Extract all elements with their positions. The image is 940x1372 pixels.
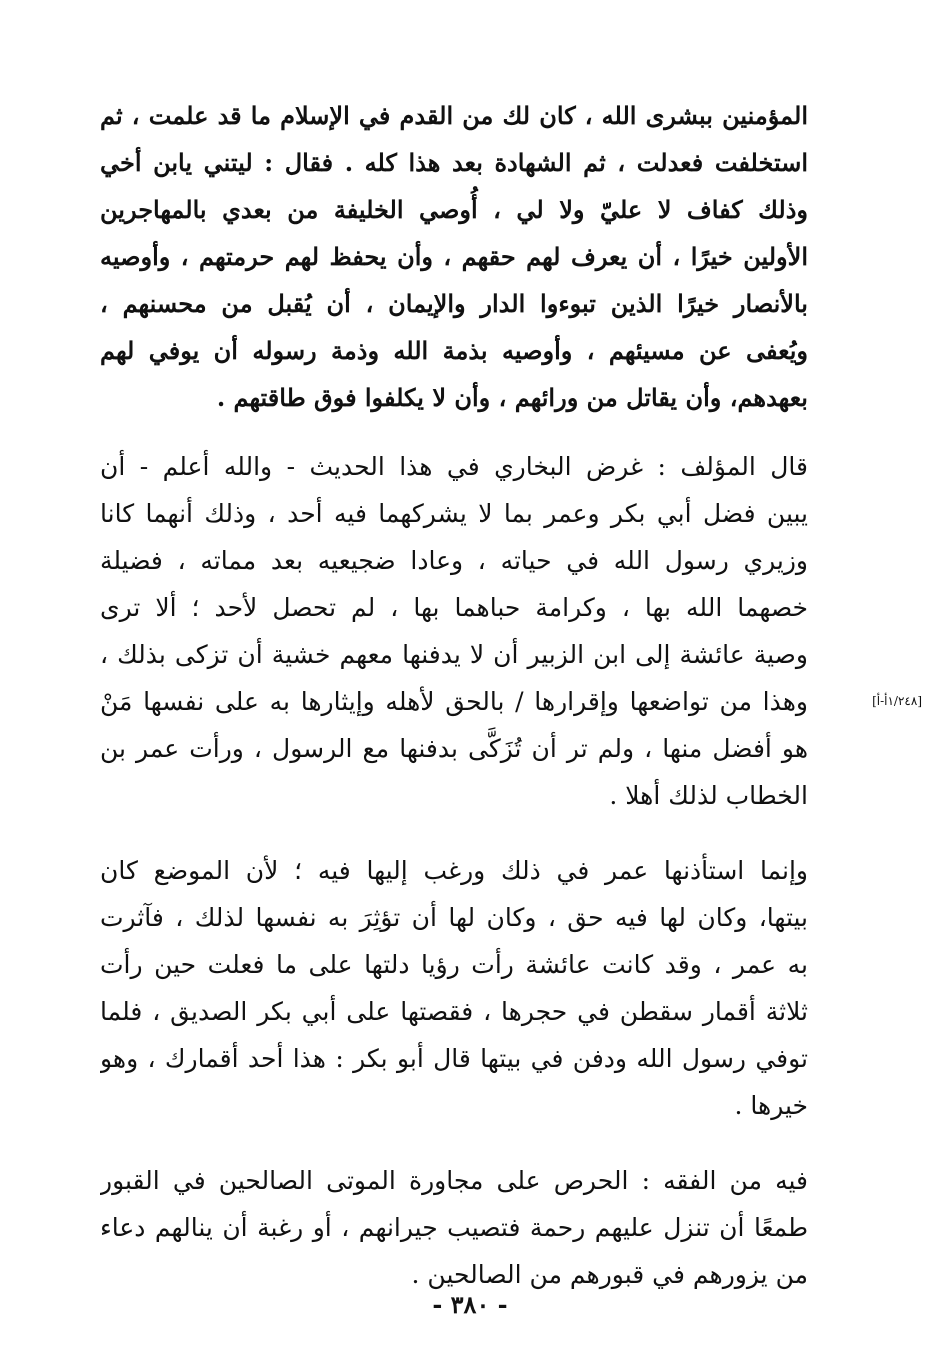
- text-line: خصهما الله بها ، وكرامة حباهما بها ، لم تحصل لأحد ؛ ألا ترى: [100, 593, 808, 622]
- text-line: بيتها، وكان لها فيه حق ، وكان لها أن تؤثِرَ به نفسها لذلك ، فآثرت: [100, 903, 808, 932]
- text-line: توفي رسول الله ودفن في بيتها قال أبو بكر : هذا أحد أقمارك ، وهو: [100, 1044, 808, 1073]
- text-line: المؤمنين ببشرى الله ، كان لك من القدم في الإسلام ما قد علمت ، ثم: [100, 101, 808, 130]
- text-line: هو أفضل منها ، ولم تر أن تُزَكَّى بدفنها مع الرسول ، ورأت عمر بن: [100, 734, 808, 763]
- text-line: الخطاب لذلك أهلا .: [609, 781, 808, 810]
- page-number: - ٣٨٠ -: [432, 1290, 508, 1319]
- text-line: به عمر ، وقد كانت عائشة رأت رؤيا دلتها على ما فعلت حين رأت: [100, 950, 808, 979]
- text-line: ويُعفى عن مسيئهم ، وأوصيه بذمة الله وذمة رسوله أن يوفي لهم: [100, 336, 808, 365]
- text-line: بعهدهم، وأن يقاتل من ورائهم ، وأن لا يكلفوا فوق طاقتهم .: [216, 383, 808, 412]
- text-line: وذلك كفاف لا عليّ ولا لي ، أُوصي الخليفة من بعدي بالمهاجرين: [100, 195, 808, 224]
- text-line: قال المؤلف : غرض البخاري في هذا الحديث - والله أعلم - أن: [100, 452, 808, 481]
- text-line: وصية عائشة إلى ابن الزبير أن لا يدفنها معهم خشية أن تزكى بذلك ،: [100, 640, 808, 669]
- text-line: بالأنصار خيرًا الذين تبوءوا الدار والإيمان ، أن يُقبل من محسنهم ،: [100, 289, 808, 318]
- paragraph-4: [100, 1157, 808, 1298]
- paragraph-1: [100, 92, 808, 421]
- text-column: [100, 92, 808, 1298]
- text-line: وهذا من تواضعها وإقرارها / بالحق لأهله وإيثارها به على نفسها مَنْ: [100, 687, 808, 716]
- text-line: طمعًا أن تنزل عليهم رحمة فتصيب جيرانهم ، أو رغبة أن ينالهم دعاء: [100, 1213, 808, 1242]
- text-line: وإنما استأذنها عمر في ذلك ورغب إليها فيه ؛ لأن الموضع كان: [100, 856, 808, 885]
- text-line: وزيري رسول الله في حياته ، وعادا ضجيعيه بعد مماته ، فضيلة: [100, 546, 808, 575]
- text-line: الأولين خيرًا ، أن يعرف لهم حقهم ، وأن يحفظ لهم حرمتهم ، وأوصيه: [100, 242, 808, 271]
- text-line: استخلفت فعدلت ، ثم الشهادة بعد هذا كله . فقال : ليتني يابن أخي: [100, 148, 808, 177]
- text-line: خيرها .: [734, 1091, 808, 1120]
- paragraph-2: [100, 443, 808, 819]
- paragraph-3: [100, 847, 808, 1129]
- text-line: ثلاثة أقمار سقطن في حجرها ، فقصتها على أبي بكر الصديق ، فلما: [100, 997, 808, 1026]
- text-line: يبين فضل أبي بكر وعمر بما لا يشركهما فيه أحد ، وذلك أنهما كانا: [100, 499, 808, 528]
- text-line: فيه من الفقه : الحرص على مجاورة الموتى الصالحين في القبور: [100, 1166, 808, 1195]
- text-line: من يزورهم في قبورهم من الصالحين .: [411, 1260, 808, 1289]
- margin-note: [١/٢٤٨أ-أ]: [872, 694, 922, 708]
